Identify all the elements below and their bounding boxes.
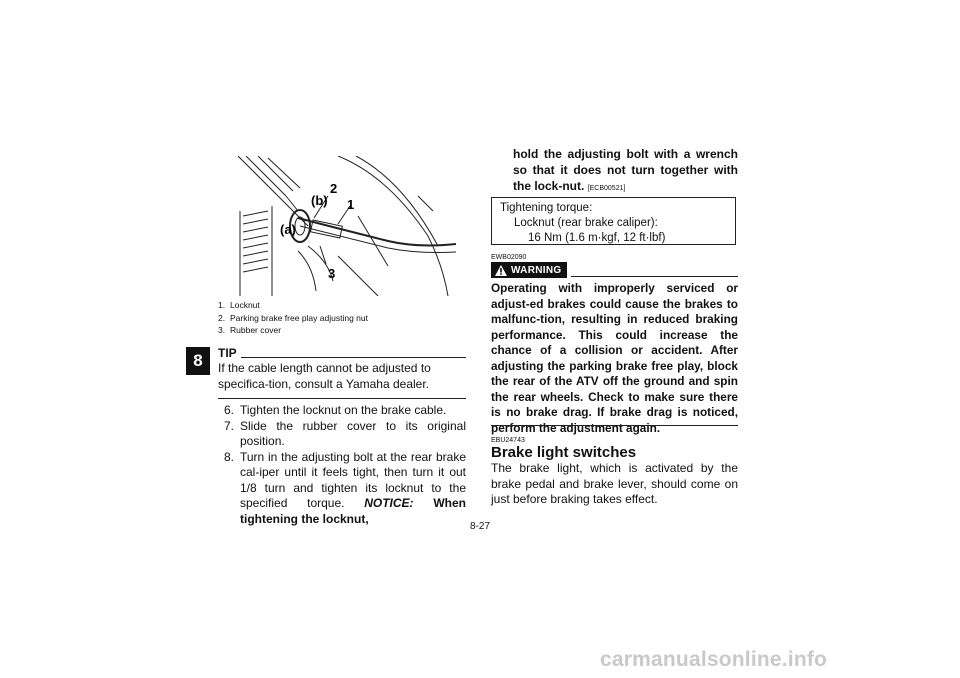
warning-label: WARNING xyxy=(511,264,562,276)
step-item xyxy=(224,403,466,419)
notice-label: NOTICE: xyxy=(364,496,414,510)
tip-header xyxy=(218,347,466,360)
brake-cable-figure xyxy=(238,156,456,296)
tip-rule-bottom xyxy=(218,398,466,399)
warning-triangle-icon xyxy=(495,265,507,276)
step-item xyxy=(224,419,466,450)
notice-text-end: hold the adjusting bolt with a wrench so that it does not turn together with the lock-nut. xyxy=(513,147,738,193)
callout-a: (a) xyxy=(280,222,296,237)
warning-rule-top xyxy=(571,276,738,277)
callout-3: 3 xyxy=(328,266,336,281)
section-title: Brake light switches xyxy=(491,444,637,461)
torque-title: Tightening torque: xyxy=(500,202,593,214)
caption-text: Rubber cover xyxy=(230,325,282,335)
figure-captions xyxy=(218,299,468,337)
step-item xyxy=(224,450,466,528)
section-code: EBU24743 xyxy=(491,437,525,444)
caption-text: Locknut xyxy=(230,300,260,310)
steps-list xyxy=(224,403,466,527)
warning-body: Operating with improperly serviced or adjust-ed brakes could cause the brakes to malfunc-tion, resulting in reduced braking performance. This could increase the chance of a collision or accident. After adjusting the parking brake free play, block the rear of the ATV off the ground and spin the rear wheels. Check to make sure there is no brake drag. If brake drag is noticed, perform the adjustment again. xyxy=(491,281,738,435)
step-text: Turn in the adjusting bolt at the rear brake cal-iper until it feels tight, then turn it out 1/8 turn and tighten its locknut to the specified torque. xyxy=(240,449,466,510)
caption-number: 3. xyxy=(218,325,226,335)
watermark: carmanualsonline.info xyxy=(600,648,828,671)
step-number: 6. xyxy=(224,403,235,417)
section-body: The brake light, which is activated by the brake pedal and brake lever, should come on just before braking takes effect. xyxy=(491,461,738,506)
callout-2: 2 xyxy=(330,181,338,196)
torque-value: 16 Nm (1.6 m·kgf, 12 ft·lbf) xyxy=(528,232,666,244)
caption-row xyxy=(218,324,468,337)
caption-number: 2. xyxy=(218,312,226,323)
warning-rule-bottom xyxy=(491,425,738,426)
torque-item: Locknut (rear brake caliper): xyxy=(514,217,658,229)
tip-rule-top xyxy=(241,357,466,358)
step-text-with-notice xyxy=(240,450,466,528)
step-text: Tighten the locknut on the brake cable. xyxy=(240,403,447,417)
notice-code: [ECB00521] xyxy=(587,185,626,192)
tip-title: TIP xyxy=(218,346,237,360)
notice-continued xyxy=(513,146,738,197)
step-text: Slide the rubber cover to its original position. xyxy=(240,418,466,448)
callout-b: (b) xyxy=(311,193,328,208)
notice-text-start: When tightening the locknut, xyxy=(240,496,466,526)
caption-row xyxy=(218,299,468,312)
tip-body: If the cable length cannot be adjusted to specifica-tion, consult a Yamaha dealer. xyxy=(218,361,431,391)
caption-row xyxy=(218,312,468,325)
page-number: 8-27 xyxy=(470,521,491,532)
step-number: 7. xyxy=(224,418,235,433)
callout-1: 1 xyxy=(347,197,355,212)
warning-badge xyxy=(491,262,567,278)
warning-header xyxy=(491,262,738,278)
torque-spec-box xyxy=(491,197,736,245)
caption-text: Parking brake free play adjusting nut xyxy=(230,312,368,323)
step-number: 8. xyxy=(224,449,235,464)
warning-code: EWB02090 xyxy=(491,254,527,261)
caption-number: 1. xyxy=(218,300,226,310)
chapter-tab: 8 xyxy=(186,347,210,375)
brake-cable-illustration xyxy=(238,156,456,296)
